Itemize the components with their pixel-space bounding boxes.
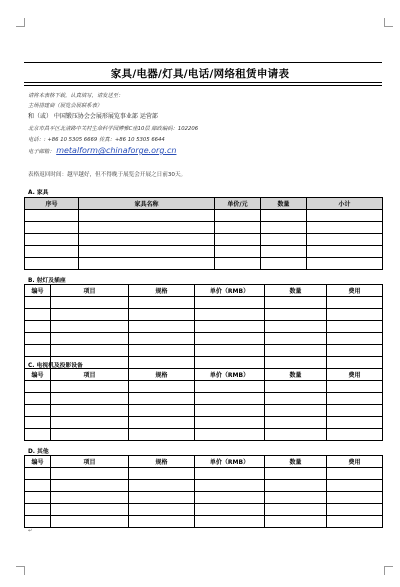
table-cell[interactable] — [261, 246, 307, 258]
table-cell[interactable] — [265, 429, 327, 441]
table-cell[interactable] — [265, 357, 327, 369]
col-cost: 费用 — [327, 369, 383, 381]
table-cell[interactable] — [129, 357, 195, 369]
col-number: 编号 — [25, 456, 51, 468]
col-item: 项目 — [51, 285, 129, 297]
intro-line-2-text: 主场搭建商（展览会展联系表） — [28, 103, 103, 109]
table-cell[interactable] — [327, 393, 383, 405]
table-cell[interactable] — [51, 345, 129, 357]
intro-line-2 — [28, 101, 102, 109]
table-cell[interactable] — [327, 429, 383, 441]
table-cell[interactable] — [51, 492, 129, 504]
table-cell[interactable] — [327, 516, 383, 528]
table-cell[interactable] — [25, 297, 51, 309]
section-a-title: A. 家具 — [28, 190, 49, 196]
table-cell[interactable] — [25, 258, 79, 270]
col-quantity: 数量 — [261, 198, 307, 210]
table-cell[interactable] — [195, 504, 265, 516]
col-item: 项目 — [51, 369, 129, 381]
table-cell[interactable] — [129, 417, 195, 429]
table-cell[interactable] — [51, 393, 129, 405]
email-link[interactable]: metalform@chinaforge.org.cn — [56, 146, 177, 155]
table-cell[interactable] — [51, 480, 129, 492]
table-cell[interactable] — [265, 321, 327, 333]
table-cell[interactable] — [195, 309, 265, 321]
table-row — [25, 429, 383, 441]
table-cell[interactable] — [307, 234, 383, 246]
table-cell[interactable] — [25, 309, 51, 321]
table-cell[interactable] — [327, 405, 383, 417]
col-item: 项目 — [51, 456, 129, 468]
table-cell[interactable] — [25, 345, 51, 357]
table-cell[interactable] — [51, 381, 129, 393]
table-cell[interactable] — [25, 516, 51, 528]
section-c-title: C. 电视机及投影设备 — [28, 363, 83, 369]
table-cell[interactable] — [265, 333, 327, 345]
table-cell[interactable] — [215, 210, 261, 222]
crop-mark-top-left — [16, 18, 25, 27]
table-cell[interactable] — [265, 297, 327, 309]
table-cell[interactable] — [25, 381, 51, 393]
table-cell[interactable] — [327, 357, 383, 369]
table-cell[interactable] — [195, 468, 265, 480]
paragraph-mark: ↵ — [28, 528, 33, 534]
table-cell[interactable] — [51, 333, 129, 345]
intro-line-3 — [28, 111, 158, 120]
table-cell[interactable] — [327, 381, 383, 393]
col-unit-price: 单价（RMB） — [195, 369, 265, 381]
table-cell[interactable] — [51, 297, 129, 309]
table-cell[interactable] — [195, 297, 265, 309]
table-cell[interactable] — [261, 222, 307, 234]
table-cell[interactable] — [195, 516, 265, 528]
col-number: 编号 — [25, 285, 51, 297]
table-cell[interactable] — [327, 333, 383, 345]
table-cell[interactable] — [261, 234, 307, 246]
table-row — [25, 246, 383, 258]
table-cell[interactable] — [79, 258, 215, 270]
table-cell[interactable] — [51, 405, 129, 417]
crop-mark-bottom-left — [16, 566, 25, 575]
table-cell[interactable] — [195, 357, 265, 369]
col-cost: 费用 — [327, 285, 383, 297]
title-rule-bottom — [24, 82, 382, 83]
table-row — [25, 210, 383, 222]
col-spec: 规格 — [129, 285, 195, 297]
table-cell[interactable] — [79, 210, 215, 222]
col-spec: 规格 — [129, 369, 195, 381]
intro-line-3-text: 和（或） 中国锻压协会会展形展览事业部 运营部 — [28, 113, 158, 120]
table-cell[interactable] — [25, 321, 51, 333]
table-cell[interactable] — [51, 516, 129, 528]
table-cell[interactable] — [195, 492, 265, 504]
col-unit-price: 单价（RMB） — [195, 285, 265, 297]
table-cell[interactable] — [265, 345, 327, 357]
table-cell[interactable] — [25, 333, 51, 345]
table-cell[interactable] — [265, 504, 327, 516]
table-cell[interactable] — [195, 417, 265, 429]
table-cell[interactable] — [129, 429, 195, 441]
table-cell[interactable] — [129, 405, 195, 417]
table-cell[interactable] — [25, 246, 79, 258]
col-serial: 序号 — [25, 198, 79, 210]
table-cell[interactable] — [51, 309, 129, 321]
intro-line-6 — [28, 146, 176, 155]
table-cell[interactable] — [327, 492, 383, 504]
table-cell[interactable] — [25, 210, 79, 222]
table-cell[interactable] — [265, 516, 327, 528]
page-title: 家具/电器/灯具/电话/网络租赁申请表 — [110, 68, 290, 80]
section-d-title: D. 其他 — [28, 449, 49, 455]
table-row — [25, 480, 383, 492]
table-cell[interactable] — [25, 504, 51, 516]
table-cell[interactable] — [265, 381, 327, 393]
table-cell[interactable] — [265, 309, 327, 321]
table-cell[interactable] — [129, 381, 195, 393]
table-row — [25, 393, 383, 405]
table-cell[interactable] — [195, 480, 265, 492]
table-cell[interactable] — [51, 468, 129, 480]
table-cell[interactable] — [195, 381, 265, 393]
table-cell[interactable] — [307, 222, 383, 234]
furniture-table — [24, 197, 383, 270]
table-cell[interactable] — [79, 222, 215, 234]
col-furniture-name: 家具名称 — [79, 198, 215, 210]
table-row — [25, 321, 383, 333]
table-row — [25, 504, 383, 516]
table-cell[interactable] — [25, 429, 51, 441]
table-cell[interactable] — [307, 210, 383, 222]
table-cell[interactable] — [265, 468, 327, 480]
table-cell[interactable] — [265, 405, 327, 417]
col-cost: 费用 — [327, 456, 383, 468]
col-quantity: 数量 — [265, 285, 327, 297]
table-cell[interactable] — [265, 417, 327, 429]
table-cell[interactable] — [327, 468, 383, 480]
col-unit-price: 单价（RMB） — [195, 456, 265, 468]
table-header-row — [25, 456, 383, 468]
col-subtotal: 小计 — [307, 198, 383, 210]
table-cell[interactable] — [215, 258, 261, 270]
table-cell[interactable] — [129, 480, 195, 492]
table-row — [25, 345, 383, 357]
table-cell[interactable] — [195, 393, 265, 405]
table-row — [25, 381, 383, 393]
table-cell[interactable] — [25, 405, 51, 417]
table-row — [25, 492, 383, 504]
table-cell[interactable] — [25, 393, 51, 405]
table-cell[interactable] — [79, 246, 215, 258]
table-cell[interactable] — [25, 492, 51, 504]
table-cell[interactable] — [327, 480, 383, 492]
table-header-row — [25, 198, 383, 210]
table-cell[interactable] — [307, 258, 383, 270]
table-cell[interactable] — [129, 516, 195, 528]
table-cell[interactable] — [195, 321, 265, 333]
table-row — [25, 516, 383, 528]
table-cell[interactable] — [215, 246, 261, 258]
section-b-title: B. 射灯及插座 — [28, 278, 66, 284]
crop-mark-top-right — [384, 18, 393, 27]
email-label: 电子邮箱： — [28, 149, 55, 155]
intro-line-1: 请将本表格下载，认真填写，请发送至： — [28, 93, 124, 99]
table-row — [25, 222, 383, 234]
table-cell[interactable] — [51, 321, 129, 333]
table-cell[interactable] — [215, 234, 261, 246]
table-row — [25, 417, 383, 429]
table-cell[interactable] — [327, 321, 383, 333]
table-cell[interactable] — [327, 417, 383, 429]
table-cell[interactable] — [327, 504, 383, 516]
table-row — [25, 405, 383, 417]
table-cell[interactable] — [79, 234, 215, 246]
col-number: 编号 — [25, 369, 51, 381]
table-row — [25, 333, 383, 345]
table-cell[interactable] — [129, 309, 195, 321]
table-cell[interactable] — [25, 468, 51, 480]
table-cell[interactable] — [129, 297, 195, 309]
table-cell[interactable] — [195, 405, 265, 417]
title-rule-bottom-thin — [24, 85, 382, 86]
table-row — [25, 297, 383, 309]
table-header-row — [25, 369, 383, 381]
deadline-note: 表格返回时间：越早越好，但不得晚于展览会开展之日前30天。 — [28, 172, 187, 178]
col-quantity: 数量 — [265, 369, 327, 381]
crop-mark-bottom-right — [384, 566, 393, 575]
table-cell[interactable] — [25, 234, 79, 246]
col-unit-price: 单价/元 — [215, 198, 261, 210]
table-cell[interactable] — [129, 504, 195, 516]
table-cell[interactable] — [265, 393, 327, 405]
table-cell[interactable] — [51, 417, 129, 429]
table-row — [25, 309, 383, 321]
table-cell[interactable] — [265, 480, 327, 492]
table-cell[interactable] — [129, 333, 195, 345]
title-rule-top — [24, 62, 382, 63]
table-cell[interactable] — [327, 309, 383, 321]
table-cell[interactable] — [195, 345, 265, 357]
tv-projection-table — [24, 368, 383, 441]
table-cell[interactable] — [129, 468, 195, 480]
table-row — [25, 258, 383, 270]
table-cell[interactable] — [51, 429, 129, 441]
table-cell[interactable] — [129, 393, 195, 405]
table-header-row — [25, 285, 383, 297]
table-cell[interactable] — [25, 417, 51, 429]
table-cell[interactable] — [129, 492, 195, 504]
table-cell[interactable] — [327, 345, 383, 357]
table-cell[interactable] — [129, 345, 195, 357]
table-cell[interactable] — [261, 258, 307, 270]
table-cell[interactable] — [25, 480, 51, 492]
intro-line-5: 电话：: +86 10 5305 6669 传真：+86 10 5305 6644 — [28, 137, 165, 143]
table-cell[interactable] — [195, 429, 265, 441]
table-cell[interactable] — [265, 492, 327, 504]
lighting-table — [24, 284, 383, 369]
table-cell[interactable] — [51, 504, 129, 516]
table-cell[interactable] — [195, 333, 265, 345]
table-row — [25, 234, 383, 246]
col-spec: 规格 — [129, 456, 195, 468]
other-table — [24, 455, 383, 528]
table-cell[interactable] — [307, 246, 383, 258]
table-cell[interactable] — [261, 210, 307, 222]
col-quantity: 数量 — [265, 456, 327, 468]
table-row — [25, 468, 383, 480]
intro-line-4: 北京市昌平区北清路中关村生命科学园博雅C座10层 邮政编码：102206 — [28, 126, 199, 132]
table-cell[interactable] — [215, 222, 261, 234]
table-cell[interactable] — [25, 222, 79, 234]
table-cell[interactable] — [327, 297, 383, 309]
table-cell[interactable] — [129, 321, 195, 333]
